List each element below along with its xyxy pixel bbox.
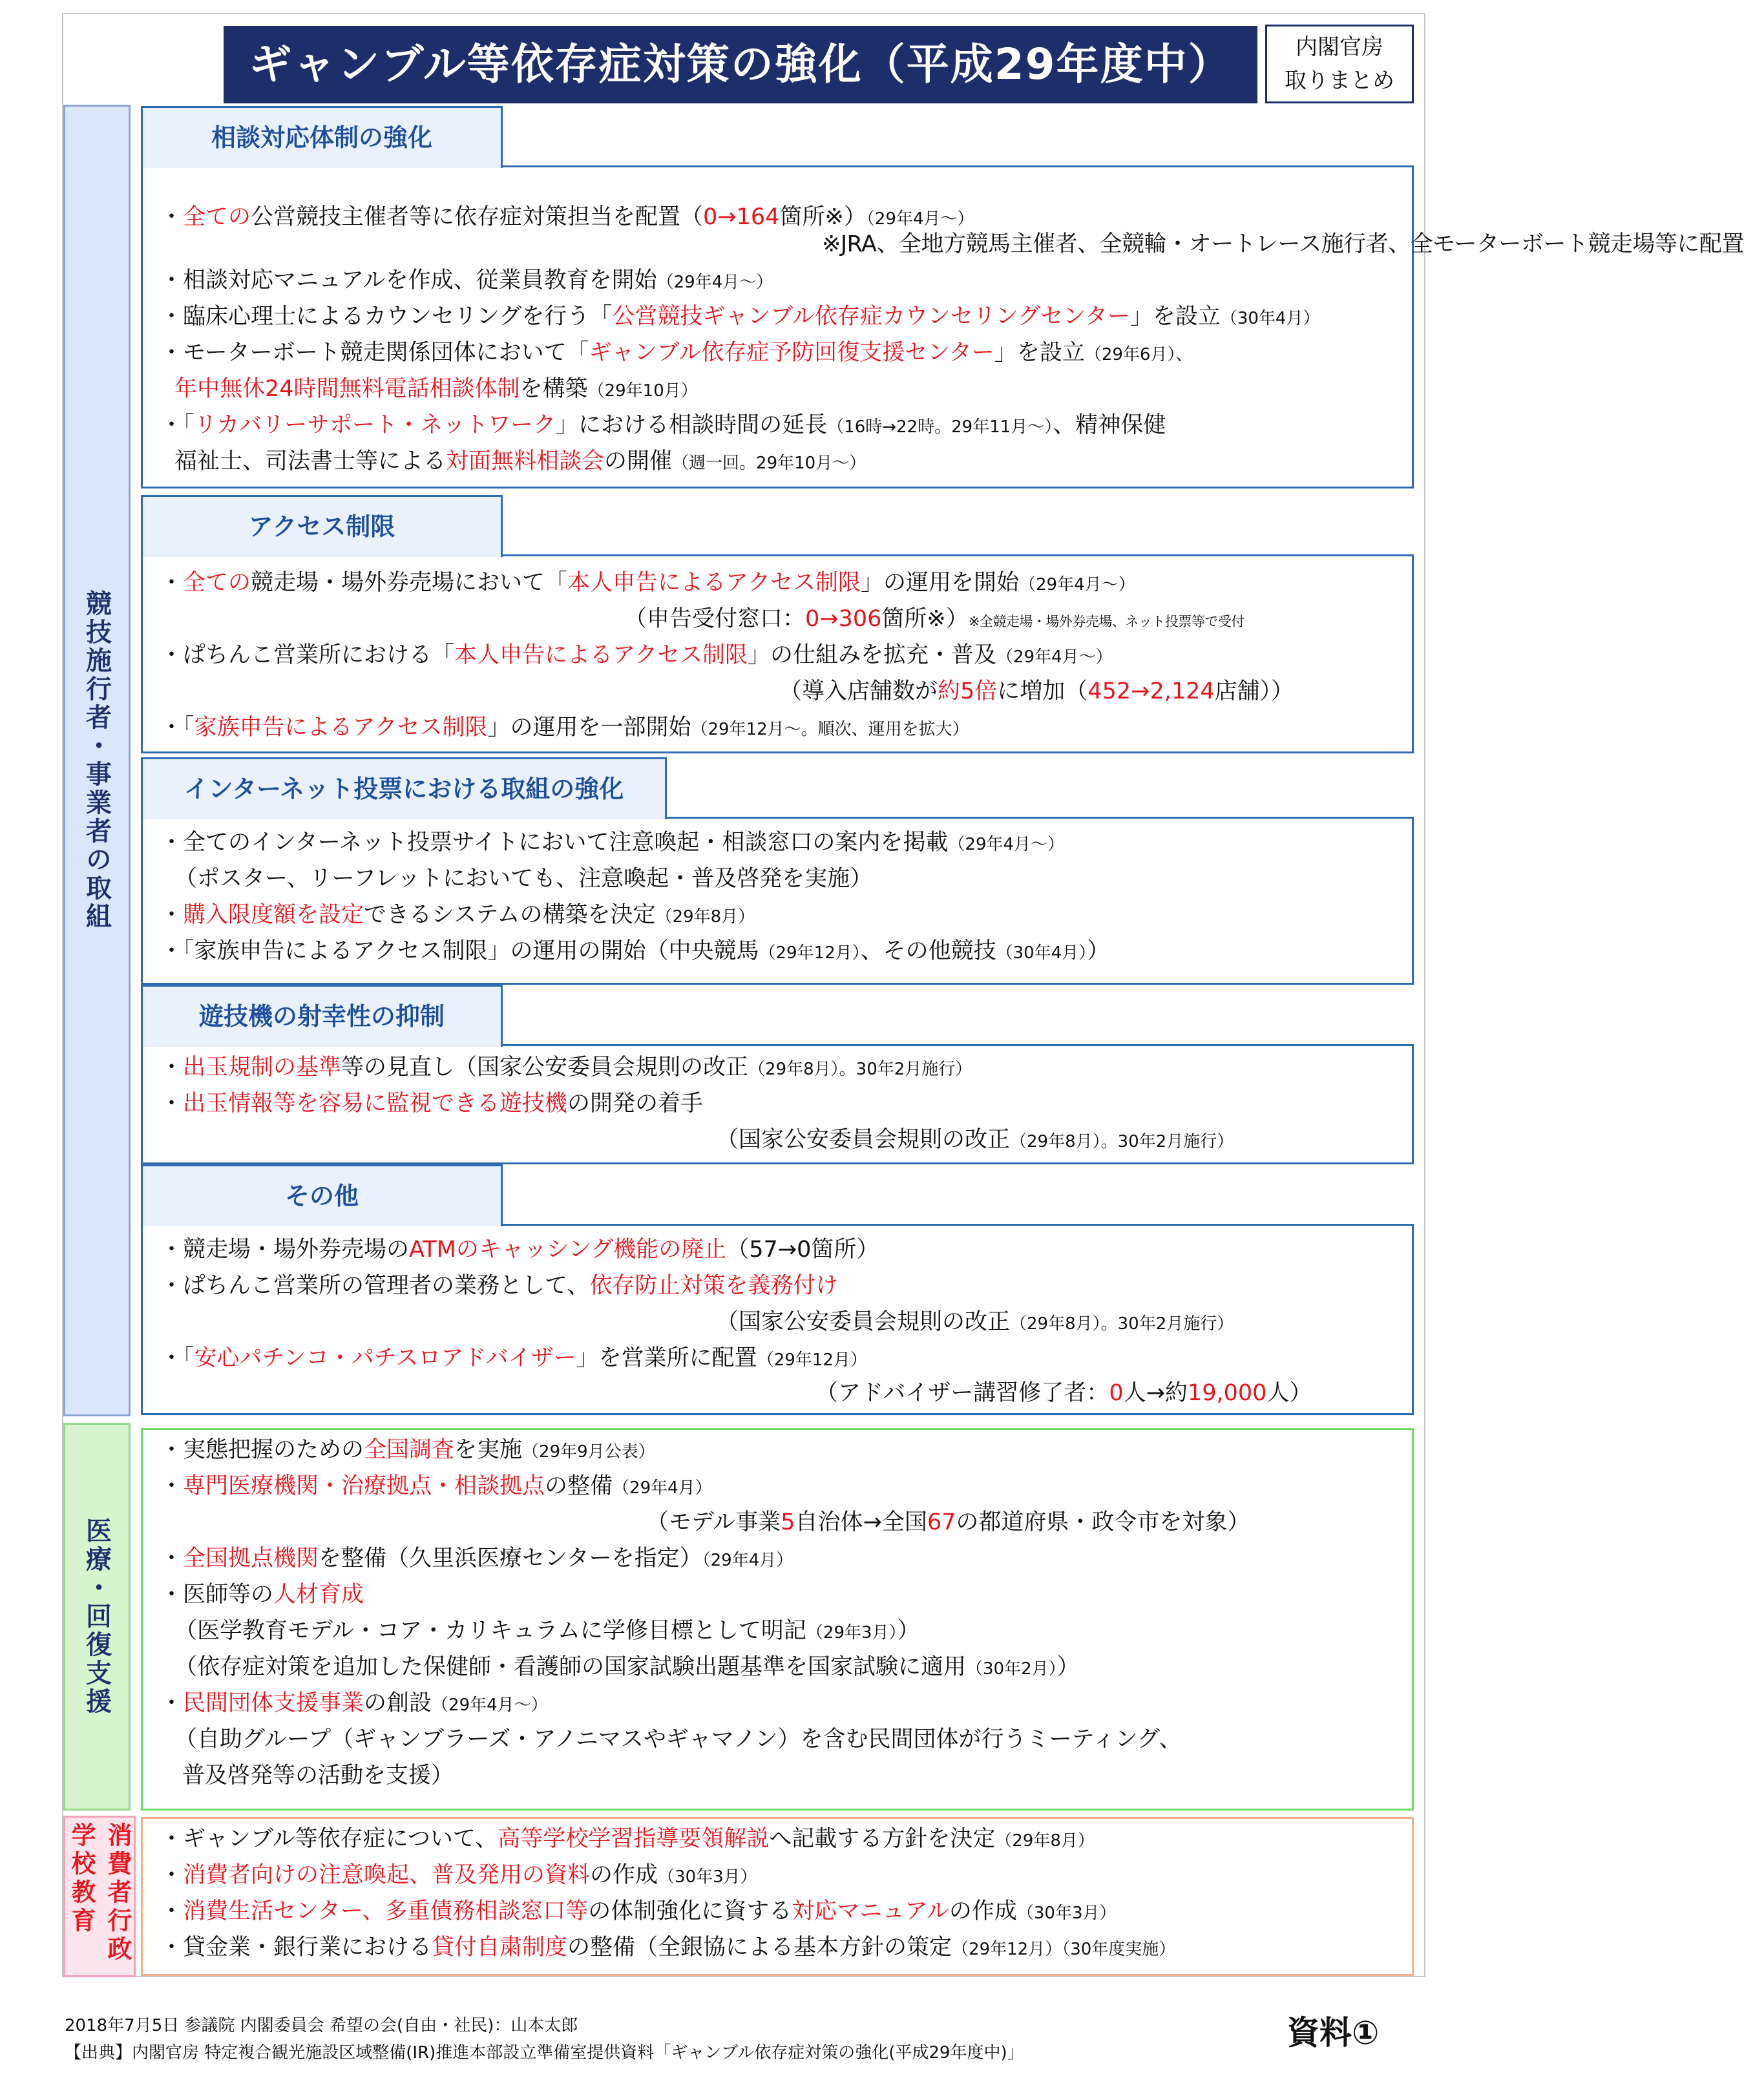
text-fragment: 約5倍 [938,678,998,704]
text-fragment: （国家公安委員会規則の改正 [716,1127,1011,1153]
text-fragment: （30年2月） [966,1659,1057,1679]
text-fragment: の作成 [590,1862,658,1888]
text-fragment: （30年4月） [996,943,1087,963]
sidebar-consumer-label: 消費者行政 [103,1822,132,1964]
text-fragment: （29年12月） [757,1350,867,1370]
text-fragment: 全国拠点機関 [183,1546,319,1571]
text-fragment: 等の見直し（国家公安委員会規則の改正 [341,1055,749,1080]
text-fragment: 」を設立 [994,340,1085,366]
text-fragment: （29年8月）。30年2月施行） [1010,1132,1234,1151]
text-fragment: （29年4月～） [1019,575,1135,594]
consultation-item-5 [160,411,1166,441]
text-fragment: 67 [927,1509,956,1535]
text-fragment: （29年4月～） [996,647,1113,667]
sidebar-education-consumer [63,1816,136,1977]
text-fragment: ・ぱちんこ営業所の管理者の業務として、 [160,1273,590,1299]
text-fragment: （16時→22時。29年11月～） [827,417,1053,437]
text-fragment: ・「 [160,412,194,438]
text-fragment: （30年3月） [1016,1904,1117,1923]
text-fragment: ・臨床心理士によるカウンセリングを行う「 [160,304,613,330]
consultation-item-5b [174,447,866,478]
gaming-item-1 [160,1053,972,1084]
text-fragment: 安心パチンコ・パチスロアドバイザー [194,1345,576,1371]
text-fragment: 出玉規制の基準 [183,1055,342,1080]
text-fragment: （29年3月） [806,1623,898,1643]
consumer-item-2 [160,1897,1117,1927]
text-fragment: ・ [160,902,184,928]
access-item-3 [160,713,969,744]
text-fragment: （29年4月） [613,1478,712,1498]
sidebar-medical [63,1423,131,1811]
text-fragment: （医学教育モデル・コア・カリキュラムに学修目標として明記 [174,1618,806,1644]
org-badge [1265,25,1414,103]
consumer-item-1 [160,1861,757,1891]
text-fragment: （29年12月） [759,943,861,963]
text-fragment: 0 [1109,1380,1124,1406]
medical-item-4 [160,1580,364,1609]
text-fragment: の体制強化に資する [588,1898,792,1924]
text-fragment: （29年12月） [952,1940,1062,1959]
text-fragment: ・ [160,1091,184,1117]
org-line-1: 内閣官房 [1296,34,1383,60]
text-fragment: 0→164 [703,204,780,230]
footer-source: 【出典】内閣官房 特定複合観光施設区域整備(IR)推進本部設立準備室提供資料「ギャンブル依存症対策の強化(平成29年度中)」 [65,2043,1024,2063]
text-fragment: （依存症対策を追加した保健師・看護師の国家試験出題基準を国家試験に適用 [174,1654,967,1680]
text-fragment: ・ [160,204,184,230]
medical-item-5-detail-2: 普及啓発等の活動を支援） [182,1763,454,1789]
text-fragment: 」における相談時間の延長 [556,412,828,438]
sidebar-medical-label: 医療・回復支援 [81,1517,112,1716]
sidebar-operators [63,105,131,1416]
text-fragment: 箇所※） [881,606,969,632]
text-fragment: を構築 [520,376,588,402]
medical-item-3 [160,1544,793,1575]
text-fragment: （29年4月～） [432,1696,548,1715]
sidebar-operators-label: 競技施行者・事業者の取組 [81,590,112,931]
text-fragment: 専門医療機関・治療拠点・相談拠点 [183,1473,545,1499]
text-fragment: ※全競走場・場外券売場、ネット投票等で受付 [968,614,1245,629]
medical-item-4-detail-1 [174,1617,920,1647]
text-fragment: （国家公安委員会規則の改正 [716,1309,1011,1335]
text-fragment: 民間団体支援事業 [183,1690,364,1716]
text-fragment: （30年4月） [1220,309,1320,328]
text-fragment: 人→約 [1123,1380,1188,1406]
text-fragment: （アドバイザー講習修了者： [815,1380,1109,1406]
text-fragment: 家族申告によるアクセス制限 [194,715,488,740]
text-fragment: ・医師等の [160,1582,274,1608]
text-fragment: 19,000 [1187,1380,1267,1406]
text-fragment: 消費生活センター、多重債務相談窓口等 [183,1898,589,1924]
internet-item-3 [160,937,1109,967]
text-fragment: を実施 [454,1437,523,1463]
internet-item-2 [160,901,755,931]
access-item-2 [160,641,1113,671]
text-fragment: （29年8月）。30年2月施行） [748,1060,972,1079]
text-fragment: 人材育成 [273,1582,364,1608]
text-fragment: 0→306 [805,606,882,632]
text-fragment: ・ [160,570,184,596]
text-fragment: ATMのキャッシング機能の廃止 [409,1237,727,1263]
medical-item-5-detail-1: （自助グループ（ギャンブラーズ・アノニマスやギャマノン）を含む民間団体が行うミーティング、 [174,1727,1182,1752]
text-fragment: 箇所※） [779,204,867,230]
text-fragment: ・ [160,1690,184,1716]
text-fragment: （29年9月公表） [522,1442,655,1462]
text-fragment: （申告受付窓口： [624,606,806,632]
text-fragment: の整備 [545,1473,613,1499]
text-fragment: ・「 [160,1345,194,1371]
text-fragment: へ記載する方針を決定 [769,1826,996,1852]
internet-item-1-detail: （ポスター、リーフレットにおいても、注意喚起・普及啓発を実施） [174,866,873,892]
text-fragment: 公営競技主催者等に依存症対策担当を配置（ [251,204,704,230]
text-fragment: ・ [160,1898,184,1924]
other-item-1 [160,1235,879,1264]
text-fragment: （29年8月） [655,907,755,927]
text-fragment: の創設 [364,1690,432,1716]
section-gaming-machines-tab: 遊技機の射幸性の抑制 [141,985,503,1047]
access-item-1 [160,569,1135,599]
text-fragment: 全ての [183,570,251,596]
gaming-item-2 [160,1089,703,1118]
text-fragment: ・ [160,1055,184,1080]
text-fragment: ・全てのインターネット投票サイトにおいて注意喚起・相談窓口の案内を掲載 [160,830,949,856]
text-fragment: ・相談対応マニュアルを作成、従業員教育を開始 [160,268,657,293]
text-fragment: 」を設立 [1129,304,1221,330]
text-fragment: （30年度実施） [1062,1940,1176,1959]
text-fragment: 年中無休24時間無料電話相談体制 [174,376,520,402]
text-fragment: 5 [781,1509,795,1535]
text-fragment: 依存防止対策を義務付け [589,1273,839,1299]
consultation-item-4b [174,375,698,405]
text-fragment: 」の運用を一部開始 [487,715,691,740]
text-fragment: ・ギャンブル等依存症について、 [160,1826,498,1852]
text-fragment: 消費者向けの注意喚起、普及発用の資料 [183,1862,591,1888]
text-fragment: 」の運用を開始 [861,570,1020,596]
medical-item-2-detail [646,1508,1250,1537]
text-fragment: （29年4月～） [866,209,974,229]
text-fragment: を整備（久里浜医療センターを指定） [319,1546,702,1571]
text-fragment: 高等学校学習指導要領解説 [498,1826,770,1852]
text-fragment: ・「 [160,715,194,740]
text-fragment: 、精神保健 [1053,412,1166,438]
text-fragment: 福祉士、司法書士等による [174,448,447,474]
medical-item-4-detail-2 [174,1653,1080,1683]
text-fragment: ） [1087,938,1110,964]
consultation-item-2 [160,266,773,297]
text-fragment: 公営競技ギャンブル依存症カウンセリングセンター [612,304,1130,330]
text-fragment: （29年8月）。30年2月施行） [1010,1314,1234,1334]
text-fragment: の整備（全銀協による基本方針の策定 [567,1935,952,1960]
text-fragment: ・モーターボート競走関係団体において「 [160,340,589,366]
text-fragment: ・競走場・場外券売場の [160,1237,410,1263]
text-fragment: 452→2,124 [1087,678,1215,704]
text-fragment: 自治体→全国 [795,1509,927,1535]
text-fragment: の作成 [949,1898,1017,1924]
medical-item-1 [160,1436,655,1466]
text-fragment: 貸付自粛制度 [432,1935,568,1960]
text-fragment: 、その他競技 [860,938,996,964]
text-fragment: （30年3月） [658,1867,757,1887]
text-fragment: ・ [160,1862,184,1888]
consumer-item-3 [160,1933,1175,1964]
text-fragment: 本人申告によるアクセス制限 [454,642,748,668]
text-fragment: ギャンブル依存症予防回復支援センター [589,340,994,366]
text-fragment: 対面無料相談会 [446,448,605,474]
text-fragment: （29年4月） [702,1551,793,1570]
sidebar-education-label: 学校教育 [67,1822,96,1936]
text-fragment: （29年6月）、 [1084,345,1193,364]
text-fragment: の都道府県・政令市を対象） [956,1509,1250,1535]
text-fragment: ・貸金業・銀行業における [160,1935,432,1960]
consultation-item-1 [160,203,974,233]
text-fragment: （29年8月） [995,1831,1095,1851]
text-fragment: 購入限度額を設定 [183,902,364,928]
other-item-2-detail [716,1308,1234,1338]
text-fragment: （29年4月～） [948,835,1065,854]
section-consultation-tab: 相談対応体制の強化 [141,106,503,168]
consultation-note: ※JRA、全地方競馬主催者、全競輪・オートレース施行者、全モーターボート競走場等に配置 [822,231,1744,257]
medical-item-5 [160,1689,548,1719]
text-fragment: 全ての [183,204,251,230]
text-fragment: 本人申告によるアクセス制限 [567,570,861,596]
other-item-3-detail [815,1379,1312,1407]
text-fragment: ・実態把握のための [160,1437,364,1463]
text-fragment: 人） [1266,1380,1312,1406]
text-fragment: リカバリーサポート・ネットワーク [194,412,556,438]
text-fragment: （29年12月～。順次、運用を拡大） [691,720,969,739]
text-fragment: ） [1056,1654,1080,1680]
text-fragment: （導入店舗数が [779,678,938,704]
consultation-item-3 [160,302,1319,333]
text-fragment: の開催 [604,448,673,474]
text-fragment: 競走場・場外券売場において「 [251,570,568,596]
consultation-item-4 [160,339,1192,369]
text-fragment: 」を営業所に配置 [576,1345,757,1371]
text-fragment: （モデル事業 [646,1509,781,1535]
page-title: ギャンブル等依存症対策の強化（平成29年度中） [224,26,1257,103]
text-fragment: できるシステムの構築を決定 [364,902,656,928]
text-fragment: に増加（ [997,678,1088,704]
education-item-1 [160,1825,1095,1855]
text-fragment: 出玉情報等を容易に監視できる遊技機 [183,1091,568,1117]
text-fragment: （週一回。29年10月～） [672,454,867,473]
text-fragment: （29年4月～） [657,273,773,292]
text-fragment: ） [897,1618,920,1644]
document-label: 資料① [1287,2014,1380,2052]
access-item-1-detail [624,605,1245,636]
text-fragment: ・ [160,1473,184,1499]
text-fragment: 」の仕組みを拡充・普及 [747,642,996,668]
other-item-3 [160,1344,867,1374]
other-item-2 [160,1272,838,1300]
text-fragment: （29年10月） [587,381,698,401]
footer-meeting-info: 2018年7月5日 参議院 内閣委員会 希望の会(自由・社民)：山本太郎 [65,2016,578,2035]
section-internet-voting-tab: インターネット投票における取組の強化 [141,757,667,819]
access-item-2-detail [779,677,1294,706]
text-fragment: 対応マニュアル [792,1898,949,1924]
text-fragment: ・ [160,1546,184,1571]
text-fragment: の開発の着手 [567,1091,704,1117]
text-fragment: 全国調査 [364,1437,455,1463]
text-fragment: 店舗）） [1214,678,1294,704]
text-fragment: ・「家族申告によるアクセス制限」の運用の開始（中央競馬 [160,938,759,964]
org-line-2: 取りまとめ [1285,68,1394,94]
medical-item-2 [160,1472,712,1502]
gaming-item-2-detail [716,1126,1234,1156]
section-other-tab: その他 [141,1164,503,1226]
text-fragment: ・ぱちんこ営業所における「 [160,642,455,668]
text-fragment: （57→0箇所） [726,1237,879,1263]
section-access-limit-tab: アクセス制限 [141,495,503,557]
internet-item-1 [160,828,1064,859]
